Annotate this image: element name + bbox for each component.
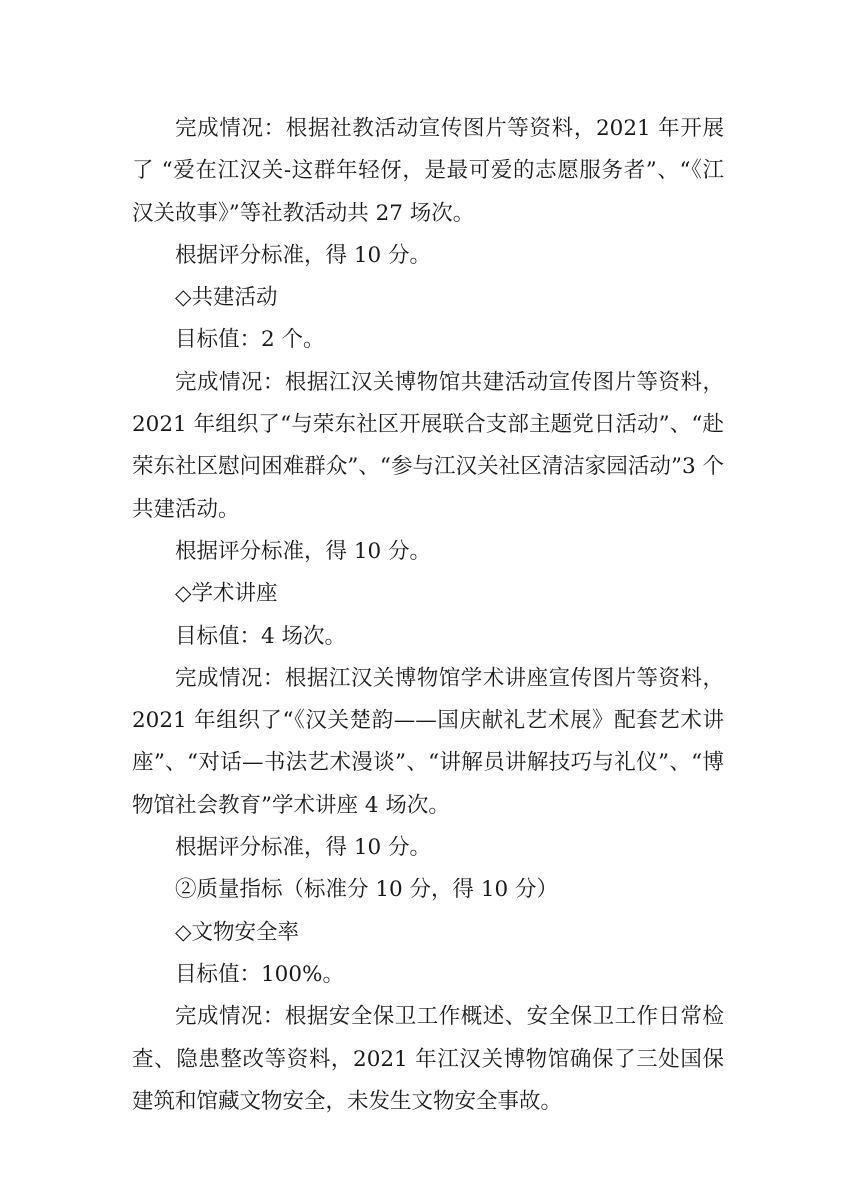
paragraph-relic-safety-target: 目标值：100%。 [175,961,344,987]
paragraph-academic-lectures-result: 完成情况：根据江汉关博物馆学术讲座宣传图片等资料，2021 年组织了“《汉关楚韵——国庆献礼艺术展》配套艺术讲座”、“对话—书法艺术漫谈”、“讲解员讲解技巧与礼仪”、“博物馆社会教育”学术讲座 4 场次。 [132,665,724,818]
paragraph-academic-lectures-score: 根据评分标准，得 10 分。 [175,835,432,861]
paragraph-relic-safety-result: 完成情况：根据安全保卫工作概述、安全保卫工作日常检查、隐患整改等资料，2021 年江汉关博物馆确保了三处国保建筑和馆藏文物安全，未发生文物安全事故。 [132,1004,724,1114]
paragraph-academic-lectures-target: 目标值：4 场次。 [175,623,347,649]
heading-joint-construction: ◇共建活动 [175,285,278,311]
paragraph-joint-construction-target: 目标值：2 个。 [175,327,325,353]
paragraph-social-education-score: 根据评分标准，得 10 分。 [175,242,432,268]
paragraph-joint-construction-score: 根据评分标准，得 10 分。 [175,538,432,564]
document-body [132,108,724,1123]
paragraph-joint-construction-result: 完成情况：根据江汉关博物馆共建活动宣传图片等资料，2021 年组织了“与荣东社区开展联合支部主题党日活动”、“赴荣东社区慰问困难群众”、“参与江汉关社区清洁家园活动”3 个共建活动。 [132,369,724,522]
heading-quality-indicators: ②质量指标（标准分 10 分，得 10 分） [175,877,559,903]
paragraph-social-education-result: 完成情况：根据社教活动宣传图片等资料，2021 年开展了 “爱在江汉关-这群年轻伢，是最可爱的志愿服务者”、“《江汉关故事》”等社教活动共 27 场次。 [132,116,724,226]
heading-relic-safety-rate: ◇文物安全率 [175,919,300,945]
heading-academic-lectures: ◇学术讲座 [175,581,278,607]
